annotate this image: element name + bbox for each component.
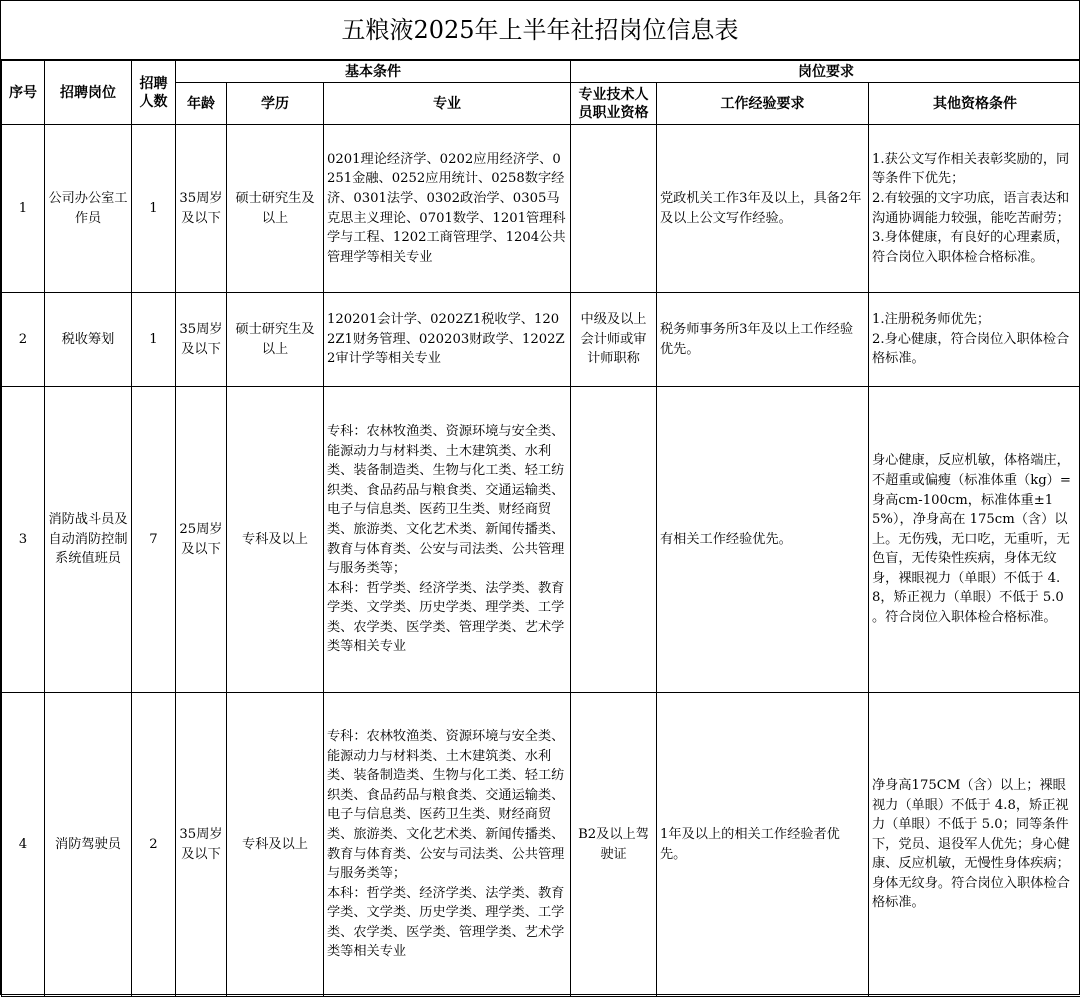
cell-other: 1.获公文写作相关表彰奖励的，同等条件下优先； 2.有较强的文字功底，语言表达和沟通协调能力较强，能吃苦耐劳； 3.身体健康，有良好的心理素质，符合岗位入职体检合格标准。 xyxy=(869,125,1080,293)
header-other: 其他资格条件 xyxy=(869,83,1080,125)
cell-position: 税收筹划 xyxy=(45,293,132,387)
cell-count: 7 xyxy=(132,387,176,693)
sheet-title: 五粮液2025年上半年社招岗位信息表 xyxy=(1,1,1079,60)
header-basic-conditions: 基本条件 xyxy=(176,61,571,83)
cell-seq: 2 xyxy=(2,293,45,387)
cell-count: 1 xyxy=(132,125,176,293)
table-row xyxy=(2,693,1080,997)
cell-qualification xyxy=(571,387,657,693)
cell-experience: 税务师事务所3年及以上工作经验优先。 xyxy=(657,293,869,387)
header-qualification: 专业技术人员职业资格 xyxy=(571,83,657,125)
cell-count: 2 xyxy=(132,693,176,997)
header-job-requirements: 岗位要求 xyxy=(571,61,1080,83)
cell-other: 身心健康，反应机敏，体格端庄，不超重或偏瘦（标准体重（kg）=身高cm-100cm，标准体重±15%），净身高在 175cm（含）以上。无伤残，无口吃，无重听，无色盲，无传染性疾病，身体无纹身，裸眼视力（单眼）不低于 4.8，矫正视力（单眼）不低于 5.0 。符合岗位入职体检合格标准。 xyxy=(869,387,1080,693)
cell-seq: 4 xyxy=(2,693,45,997)
cell-education: 硕士研究生及以上 xyxy=(227,293,324,387)
recruitment-table xyxy=(1,60,1080,997)
cell-position: 消防战斗员及自动消防控制系统值班员 xyxy=(45,387,132,693)
header-count: 招聘人数 xyxy=(132,61,176,125)
cell-major: 120201会计学、0202Z1税收学、1202Z1财务管理、020203财政学、1202Z2审计学等相关专业 xyxy=(324,293,571,387)
header-seq: 序号 xyxy=(2,61,45,125)
cell-other: 1.注册税务师优先； 2.身心健康，符合岗位入职体检合格标准。 xyxy=(869,293,1080,387)
cell-age: 35周岁及以下 xyxy=(176,693,227,997)
cell-age: 35周岁及以下 xyxy=(176,125,227,293)
cell-major: 0201理论经济学、0202应用经济学、0251金融、0252应用统计、0258数字经济、0301法学、0302政治学、0305马克思主义理论、0701数学、1201管理科学与工程、1202工商管理学、1204公共管理学等相关专业 xyxy=(324,125,571,293)
header-position: 招聘岗位 xyxy=(45,61,132,125)
cell-position: 公司办公室工作员 xyxy=(45,125,132,293)
cell-qualification: 中级及以上会计师或审计师职称 xyxy=(571,293,657,387)
cell-major: 专科：农林牧渔类、资源环境与安全类、能源动力与材料类、土木建筑类、水利类、装备制造类、生物与化工类、轻工纺织类、食品药品与粮食类、交通运输类、电子与信息类、医药卫生类、财经商贸类、旅游类、文化艺术类、新闻传播类、教育与体育类、公安与司法类、公共管理与服务类等； 本科：哲学类、经济学类、法学类、教育学类、文学类、历史学类、理学类、工学类、农学类、医学类、管理学类、艺术学类等相关专业 xyxy=(324,693,571,997)
header-major: 专业 xyxy=(324,83,571,125)
cell-experience: 党政机关工作3年及以上，具备2年及以上公文写作经验。 xyxy=(657,125,869,293)
table-row xyxy=(2,387,1080,693)
cell-major: 专科：农林牧渔类、资源环境与安全类、能源动力与材料类、土木建筑类、水利类、装备制造类、生物与化工类、轻工纺织类、食品药品与粮食类、交通运输类、电子与信息类、医药卫生类、财经商贸类、旅游类、文化艺术类、新闻传播类、教育与体育类、公安与司法类、公共管理与服务类等； 本科：哲学类、经济学类、法学类、教育学类、文学类、历史学类、理学类、工学类、农学类、医学类、管理学类、艺术学类等相关专业 xyxy=(324,387,571,693)
header-row-1 xyxy=(2,61,1080,83)
header-education: 学历 xyxy=(227,83,324,125)
cell-other: 净身高175CM（含）以上；裸眼视力（单眼）不低于 4.8，矫正视力（单眼）不低于 5.0；同等条件下，党员、退役军人优先；身心健康、反应机敏，无慢性身体疾病；身体无纹身。符合岗位入职体检合格标准。 xyxy=(869,693,1080,997)
cell-seq: 3 xyxy=(2,387,45,693)
cell-education: 专科及以上 xyxy=(227,693,324,997)
table-row xyxy=(2,293,1080,387)
cell-position: 消防驾驶员 xyxy=(45,693,132,997)
header-age: 年龄 xyxy=(176,83,227,125)
cell-age: 25周岁及以下 xyxy=(176,387,227,693)
cell-education: 专科及以上 xyxy=(227,387,324,693)
cell-experience: 1年及以上的相关工作经验者优先。 xyxy=(657,693,869,997)
cell-count: 1 xyxy=(132,293,176,387)
cell-qualification: B2及以上驾驶证 xyxy=(571,693,657,997)
cell-education: 硕士研究生及以上 xyxy=(227,125,324,293)
cell-seq: 1 xyxy=(2,125,45,293)
cell-qualification xyxy=(571,125,657,293)
cell-experience: 有相关工作经验优先。 xyxy=(657,387,869,693)
table-row xyxy=(2,125,1080,293)
header-experience: 工作经验要求 xyxy=(657,83,869,125)
cell-age: 35周岁及以下 xyxy=(176,293,227,387)
